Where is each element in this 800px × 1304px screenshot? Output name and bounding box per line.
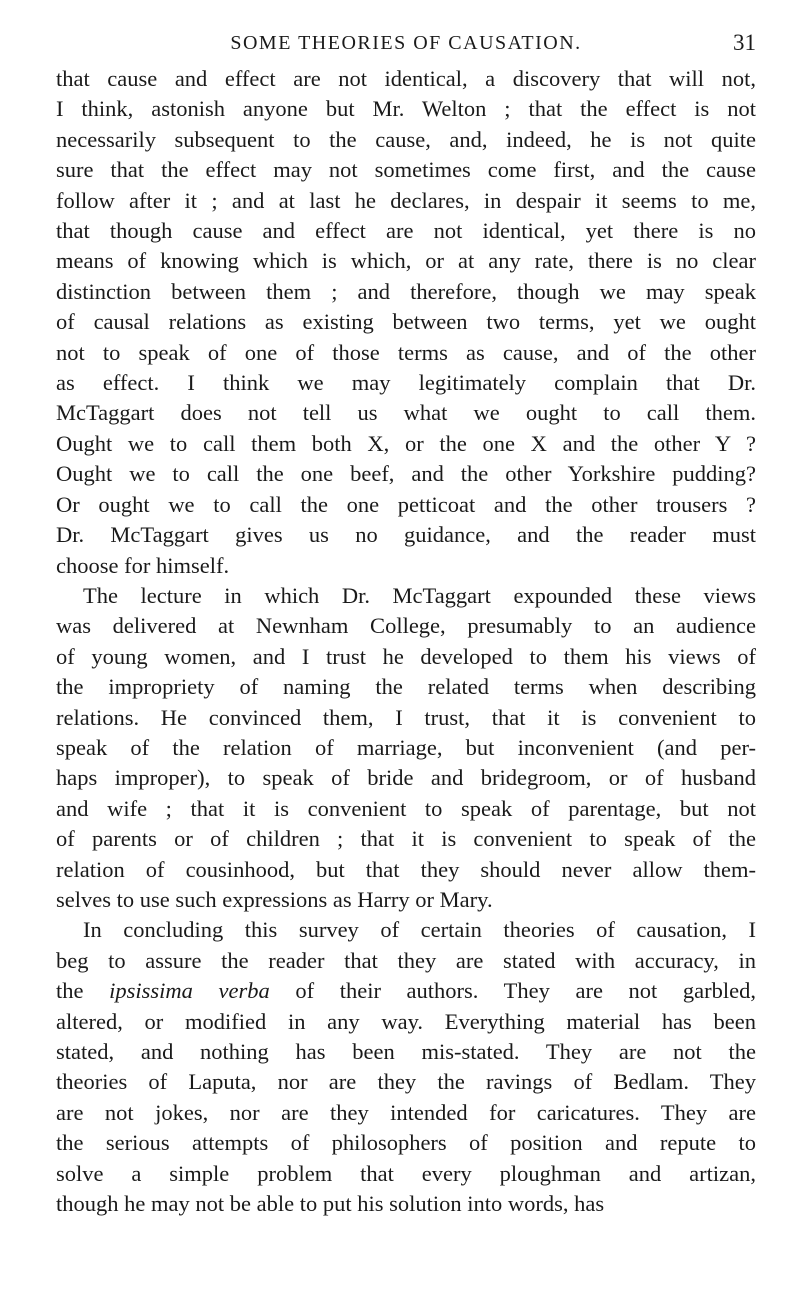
text-line: haps improper), to speak of bride and bridegroom, or of husband — [56, 765, 756, 791]
text-line: as effect. I think we may legitimately complain that Dr. — [56, 370, 756, 396]
text-line: follow after it ; and at last he declares, in despair it seems to me, — [56, 187, 756, 213]
text-line: the serious attempts of philosophers of position and repute to — [56, 1130, 756, 1156]
text-line: that cause and effect are not identical, a discovery that will not, — [56, 66, 756, 91]
text-line: necessarily subsequent to the cause, and, indeed, he is not quite — [56, 126, 756, 152]
text-line: of young women, and I trust he developed to them his views of — [56, 643, 756, 669]
text-line: of parents or of children ; that it is convenient to speak of the — [56, 826, 756, 852]
text-line: The lecture in which Dr. McTaggart expounded these views — [83, 582, 756, 608]
text-line: altered, or modified in any way. Everything material has been — [56, 1008, 756, 1034]
text-line: Dr. McTaggart gives us no guidance, and the reader must — [56, 522, 756, 548]
text-line: was delivered at Newnham College, presumably to an audience — [56, 613, 756, 639]
text-line: sure that the effect may not sometimes come first, and the cause — [56, 157, 756, 183]
page-number: 31 — [733, 30, 756, 55]
text-line: Ought we to call them both X, or the one X and the other Y ? — [56, 430, 756, 456]
paragraph — [56, 64, 756, 581]
text-line: beg to assure the reader that they are stated with accuracy, in — [56, 947, 756, 973]
text-line: solve a simple problem that every ploughman and artizan, — [56, 1160, 756, 1186]
text-line: though he may not be able to put his solution into words, has — [56, 1191, 605, 1217]
text-line: stated, and nothing has been mis-stated. They are not the — [56, 1039, 756, 1064]
text-line: choose for himself. — [56, 552, 230, 578]
text-line: and wife ; that it is convenient to speak of parentage, but not — [56, 795, 756, 821]
running-title: SOME THEORIES OF CAUSATION. — [230, 32, 582, 54]
text-line: Ought we to call the one beef, and the other Yorkshire pudding? — [56, 461, 756, 487]
paragraph — [56, 915, 756, 1219]
text-line: distinction between them ; and therefore, though we may speak — [56, 278, 756, 304]
text-line: relation of cousinhood, but that they should never allow them- — [56, 856, 756, 882]
text-line: speak of the relation of marriage, but inconvenient (and per- — [56, 734, 756, 760]
text-line: the ipsissima verba of their authors. They are not garbled, — [56, 978, 756, 1004]
text-line: In concluding this survey of certain theories of causation, I — [83, 917, 756, 943]
running-head — [56, 30, 756, 60]
text-line: McTaggart does not tell us what we ought to call them. — [56, 400, 756, 426]
text-line: of causal relations as existing between two terms, yet we ought — [56, 309, 756, 335]
body-text — [56, 64, 756, 1219]
italic-phrase: ipsissima verba — [109, 978, 270, 1004]
text-line: relations. He convinced them, I trust, that it is convenient to — [56, 704, 756, 730]
paragraph — [56, 581, 756, 915]
text-line: theories of Laputa, nor are they the ravings of Bedlam. They — [56, 1069, 756, 1095]
text-line: means of knowing which is which, or at any rate, there is no clear — [56, 248, 756, 274]
text-line: the impropriety of naming the related terms when describing — [56, 674, 756, 700]
text-line: Or ought we to call the one petticoat and the other trousers ? — [56, 491, 756, 517]
text-line: I think, astonish anyone but Mr. Welton ; that the effect is not — [56, 96, 756, 122]
text-line: are not jokes, nor are they intended for caricatures. They are — [56, 1099, 756, 1125]
text-line: selves to use such expressions as Harry or Mary. — [56, 886, 493, 912]
text-line: that though cause and effect are not identical, yet there is no — [56, 218, 756, 244]
text-line: not to speak of one of those terms as cause, and of the other — [56, 339, 756, 365]
